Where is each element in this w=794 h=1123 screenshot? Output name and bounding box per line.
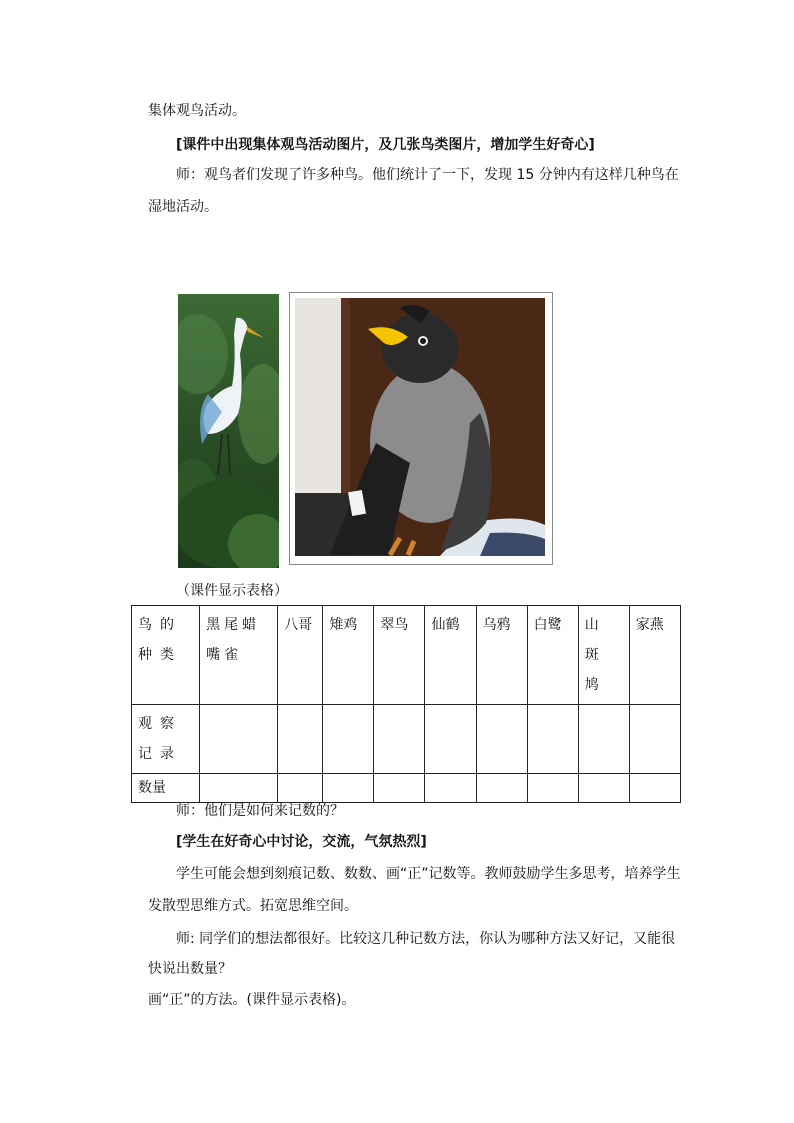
bird-cell: 白鹭 (527, 606, 578, 705)
courseware-table-caption: （课件显示表格） (176, 583, 288, 599)
text-line-6: 师：他们是如何来记数的？ (176, 803, 344, 819)
empty-cell (425, 705, 476, 774)
empty-cell (476, 774, 527, 803)
table-row-count (132, 774, 681, 803)
empty-cell (527, 774, 578, 803)
egret-photo (178, 294, 279, 568)
bird-cell: 山斑鸠 (578, 606, 629, 705)
text-line-4: 湿地活动。 (148, 199, 218, 215)
text-line-11: 快说出数量？ (148, 961, 232, 977)
row-label-bird-types: 鸟的种类 (132, 606, 200, 705)
empty-cell (200, 705, 278, 774)
empty-cell (278, 774, 323, 803)
empty-cell (323, 774, 374, 803)
bird-cell: 黑尾蜡嘴雀 (200, 606, 278, 705)
bird-observation-table (131, 605, 681, 803)
empty-cell (629, 705, 680, 774)
empty-cell (278, 705, 323, 774)
empty-cell (323, 705, 374, 774)
empty-cell (425, 774, 476, 803)
empty-cell (374, 705, 425, 774)
row-label-count: 数量 (132, 774, 200, 803)
empty-cell (200, 774, 278, 803)
empty-cell (374, 774, 425, 803)
text-line-9: 发散型思维方式。拓宽思维空间。 (148, 898, 358, 914)
empty-cell (629, 774, 680, 803)
text-line-3: 师：观鸟者们发现了许多种鸟。他们统计了一下，发现 15 分钟内有这样几种鸟在 (176, 167, 679, 183)
myna-photo (289, 292, 553, 565)
text-line-12: 画“正”的方法。(课件显示表格)。 (148, 992, 356, 1008)
bird-cell: 家燕 (629, 606, 680, 705)
empty-cell (578, 774, 629, 803)
text-line-8: 学生可能会想到刻痕记数、数数、画“正”记数等。教师鼓励学生多思考，培养学生 (176, 866, 681, 882)
bird-cell: 翠鸟 (374, 606, 425, 705)
text-line-1: 集体观鸟活动。 (148, 103, 246, 119)
bird-cell: 乌鸦 (476, 606, 527, 705)
table-row-observation-record (132, 705, 681, 774)
bird-cell: 仙鹤 (425, 606, 476, 705)
empty-cell (578, 705, 629, 774)
row-label-observation-record: 观察记录 (132, 705, 200, 774)
bird-cell: 雉鸡 (323, 606, 374, 705)
text-line-10: 师: 同学们的想法都很好。比较这几种记数方法，你认为哪种方法又好记，又能很 (176, 931, 676, 947)
empty-cell (476, 705, 527, 774)
courseware-note-2: [学生在好奇心中讨论，交流，气氛热烈] (176, 834, 427, 850)
empty-cell (527, 705, 578, 774)
bird-cell: 八哥 (278, 606, 323, 705)
courseware-note-1: [课件中出现集体观鸟活动图片，及几张鸟类图片，增加学生好奇心] (176, 137, 595, 153)
table-row-bird-types (132, 606, 681, 705)
